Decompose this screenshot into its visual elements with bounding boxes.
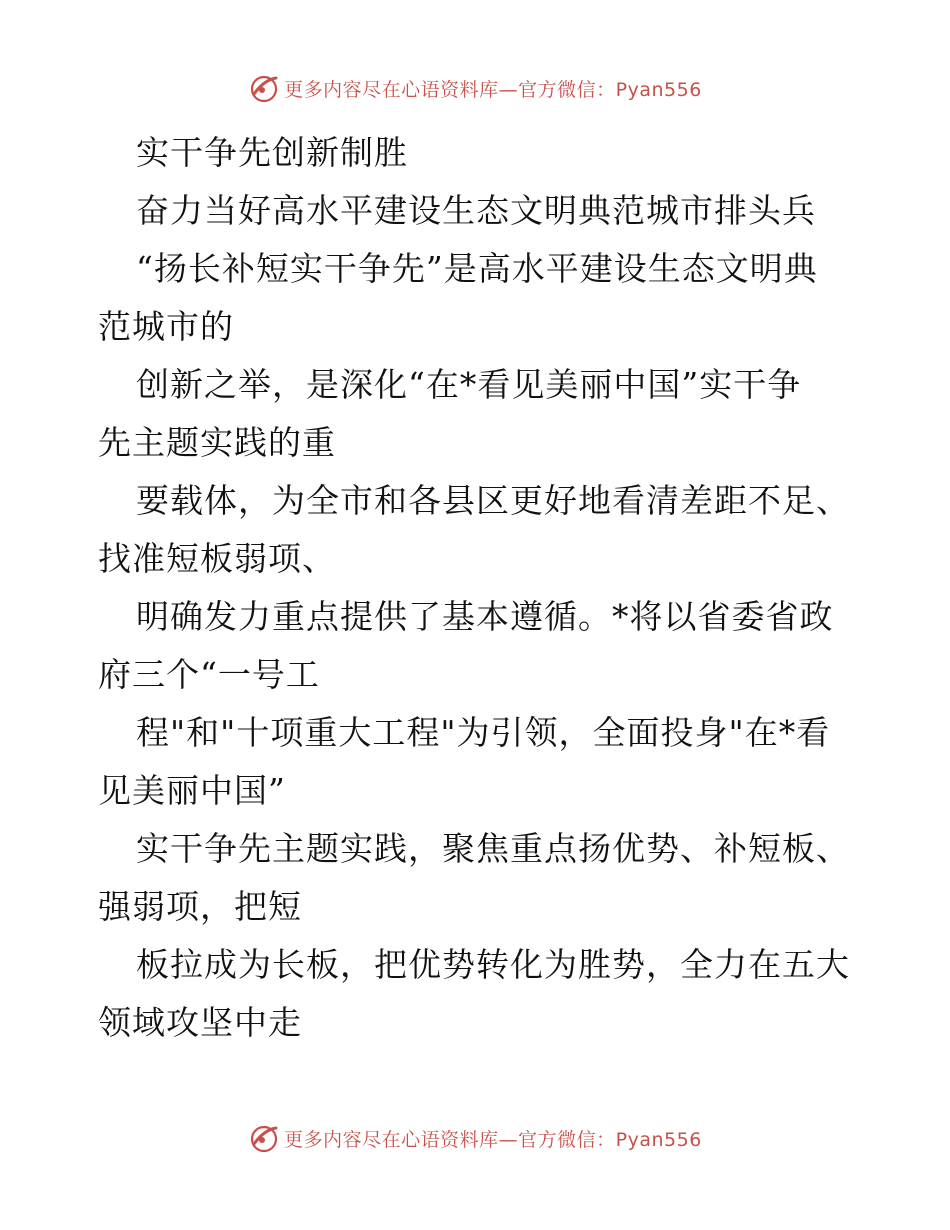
document-body (98, 124, 858, 1052)
paragraph-line: 先主题实践的重 (98, 423, 336, 462)
paragraph-line: 要载体，为全市和各县区更好地看清差距不足、 (136, 481, 850, 520)
paragraph-line: 实干争先主题实践，聚焦重点扬优势、补短板、 (136, 829, 850, 868)
paragraph-line: 领域攻坚中走 (98, 1003, 302, 1042)
paragraph-line: 范城市的 (98, 307, 234, 346)
watermark-text: 更多内容尽在心语资料库—官方微信：Pyan556 (284, 1128, 702, 1151)
document-title: 实干争先创新制胜 (136, 133, 408, 172)
document-subtitle: 奋力当好高水平建设生态文明典范城市排头兵 (136, 191, 816, 230)
header-watermark (0, 72, 950, 104)
paragraph-line: 板拉成为长板，把优势转化为胜势，全力在五大 (136, 945, 850, 984)
paragraph-line: “扬长补短实干争先”是高水平建设生态文明典 (136, 249, 818, 288)
paragraph-line: 府三个“一号工 (98, 655, 320, 694)
paragraph-line: 强弱项，把短 (98, 887, 302, 926)
footer-watermark (0, 1122, 950, 1154)
paragraph-line: 程"和"十项重大工程"为引领，全面投身"在*看 (136, 713, 831, 752)
paragraph-line: 明确发力重点提供了基本遵循。*将以省委省政 (136, 597, 834, 636)
watermark-text: 更多内容尽在心语资料库—官方微信：Pyan556 (284, 78, 702, 101)
brush-pen-logo-icon (248, 72, 280, 104)
paragraph-line: 找准短板弱项、 (98, 539, 336, 578)
paragraph-line: 创新之举，是深化“在*看见美丽中国”实干争 (136, 365, 802, 404)
brush-pen-logo-icon (248, 1122, 280, 1154)
paragraph-line: 见美丽中国” (98, 771, 286, 810)
